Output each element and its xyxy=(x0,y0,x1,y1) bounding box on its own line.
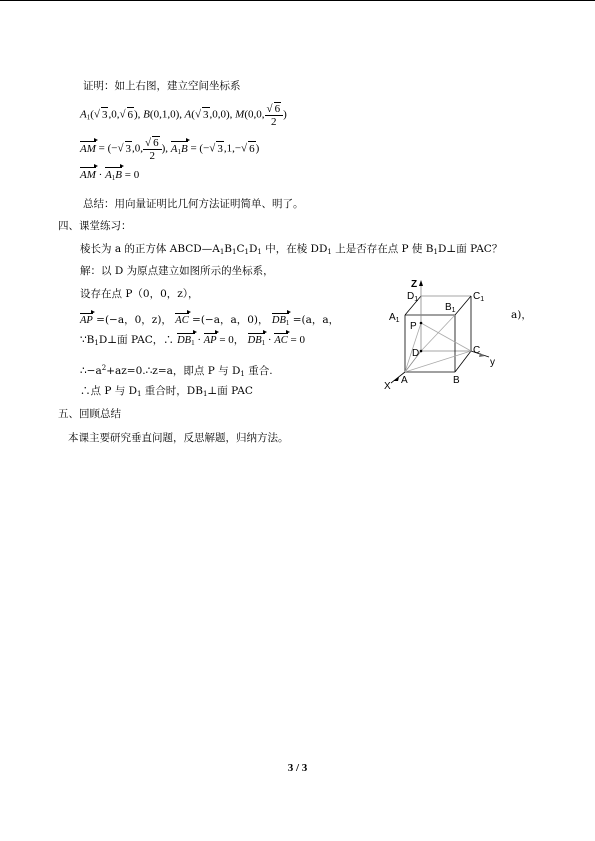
point-d xyxy=(420,350,423,353)
proof-intro: 证明：如上右图，建立空间坐标系 xyxy=(83,80,241,92)
label-b1: $B_1$ xyxy=(445,302,456,314)
vector-ac: AC xyxy=(175,315,189,326)
vector-am: AM xyxy=(80,142,96,155)
label-a: A xyxy=(401,375,408,386)
page-number: 3 / 3 xyxy=(287,762,308,774)
vector-ap: AP xyxy=(203,335,217,346)
label-c: C xyxy=(473,345,481,356)
vector-am: AM xyxy=(80,169,96,181)
label-d1: $D_1$ xyxy=(407,291,419,303)
because-line: $\because B_1D\perp$面 PAC，∴ $DB_1$ · AP = 0， $DB_1$ · AC = 0 xyxy=(80,333,305,350)
conclusion-line: ∴点 P 与 $D_1$ 重合时，$DB_1\perp$面 PAC xyxy=(80,385,253,398)
z-arrow xyxy=(419,280,423,286)
solution-line: 解：以 D 为原点建立如图所示的坐标系， xyxy=(80,265,274,277)
vector-ap: AP xyxy=(80,315,93,326)
label-d: D xyxy=(412,348,420,359)
label-y: y xyxy=(490,357,495,368)
vector-values-line: AP =(−a，0，z)， AC =(−a，a，0)， $DB_1 =(a$，a， xyxy=(80,313,339,330)
segment-c-p xyxy=(421,323,471,351)
cube-figure xyxy=(385,277,510,392)
vector-ac: AC xyxy=(274,335,288,346)
fraction-sqrt6-over-2: $\frac{√ 6}{2}$ xyxy=(265,102,284,128)
section-5-title: 五、回顾总结 xyxy=(58,408,121,420)
label-b: B xyxy=(453,375,460,386)
exercise-question: 棱长为 a 的正方体 $ABCD—A_1B_1C_1D_1$ 中，在棱 $DD_1$ 上是否存在点 P 使 $B_1D\perp$面 PAC？ xyxy=(80,243,503,256)
diagonal-b1-d xyxy=(421,315,455,351)
points-equation: $A_1(√$ 3,0,√ 6), B(0,1,0), A(√ 3,0,0), M(0,0, $\frac{√ 6}{2}$ ) xyxy=(80,103,287,128)
label-x: X xyxy=(384,381,391,392)
dot-product-equation: AM · $A_1B = 0$ xyxy=(80,168,139,185)
label-z: Z xyxy=(411,279,418,290)
section-5-body: 本课主要研究垂直问题，反思解题，归纳方法。 xyxy=(68,432,289,444)
point-p xyxy=(420,322,423,325)
vector-a1b: $A_1B$ xyxy=(171,142,188,159)
top-rule xyxy=(0,0,595,1)
vector-db1: $DB_1$ xyxy=(272,314,290,330)
therefore-line: $\therefore-a^2+az=0.\therefore z=a$，即点 P 与 $D_1$ 重合. xyxy=(80,364,273,378)
vector-a1b: $A_1B$ xyxy=(105,168,122,185)
label-p: P xyxy=(410,321,417,332)
section-4-title: 四、课堂练习： xyxy=(58,220,132,232)
edge-b-c xyxy=(455,351,471,372)
proof-summary: 总结：用向量证明比几何方法证明简单、明了。 xyxy=(83,198,304,210)
fraction-sqrt6-over-2: $\frac{√ 6}{2}$ xyxy=(143,136,162,162)
vectors-equation: AM = (−√ 3,0, $\frac{√ 6}{2}$ ), $A_1B$ = (−√ 3,1,−√ 6) xyxy=(80,137,260,162)
vector-db1: $DB_1$ xyxy=(177,334,195,350)
assume-point-line: 设存在点 P（0，0，z）， xyxy=(80,288,199,300)
label-a1: $A_1$ xyxy=(389,312,400,324)
label-c1: $C_1$ xyxy=(473,291,485,303)
vector-values-tail: a)， xyxy=(511,309,532,321)
vector-db1: $DB_1$ xyxy=(248,334,266,350)
edge-b1-c1 xyxy=(455,296,471,315)
